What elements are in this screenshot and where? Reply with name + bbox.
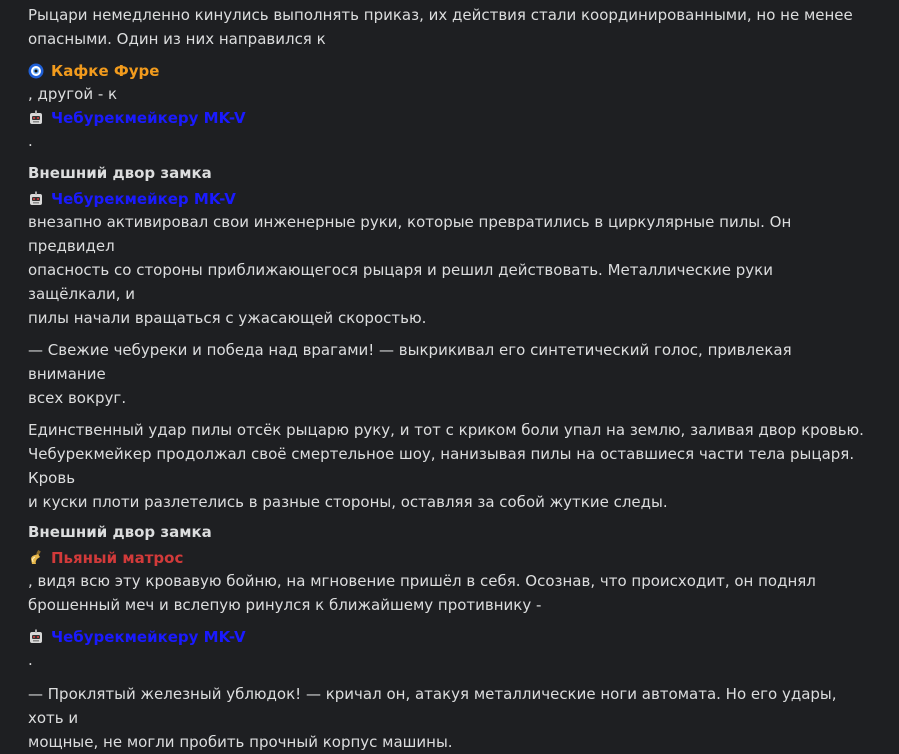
text-line: внезапно активировал свои инженерные руки, которые превратились в циркулярные пилы. Он предвидел [28, 213, 792, 255]
text-line: мощные, не могли пробить прочный корпус машины. [28, 733, 453, 751]
robot-icon [28, 110, 44, 126]
text-line: опасными. Один из них направился к [28, 30, 326, 48]
text-line: — Свежие чебуреки и победа над врагами! — выкрикивал его синтетический голос, привлекая внимание [28, 341, 792, 383]
text-line: Единственный удар пилы отсёк рыцарю руку, и тот с криком боли упал на землю, заливая двор кровью. [28, 421, 864, 439]
text-line: . [28, 132, 33, 150]
location-heading: Внешний двор замка [28, 164, 212, 182]
paragraph-knights [28, 3, 869, 51]
mention-name: Чебурекмейкеру MK-V [51, 108, 246, 127]
mention-name: Чебурекмейкер MK-V [51, 189, 236, 208]
mention-cheburekmeyker-3[interactable] [28, 625, 869, 648]
text-line: пилы начали вращаться с ужасающей скоростью. [28, 309, 427, 327]
location-heading: Внешний двор замка [28, 523, 212, 541]
bottle-icon [28, 550, 44, 566]
paragraph-sailor [28, 569, 869, 617]
paragraph-strike [28, 418, 869, 514]
mention-cheburekmeyker-2[interactable] [28, 187, 869, 210]
text-line: опасность со стороны приближающегося рыцаря и решил действовать. Металлические руки защёлкали, и [28, 261, 773, 303]
paragraph-curse [28, 682, 869, 754]
mention-name: Пьяный матрос [51, 548, 184, 567]
mention-name: Кафке Фуре [51, 61, 160, 80]
paragraph-shout [28, 338, 869, 410]
text-line: , другой - к [28, 85, 118, 103]
eye-icon [28, 63, 44, 79]
robot-icon [28, 629, 44, 645]
text-line: , видя всю эту кровавую бойню, на мгновение пришёл в себя. Осознав, что происходит, он поднял [28, 572, 816, 590]
mention-cheburekmeyker-1[interactable] [28, 106, 869, 129]
text-line: . [28, 651, 33, 669]
mention-kafka-fure[interactable] [28, 59, 869, 82]
text-line: и куски плоти разлетелись в разные стороны, оставляя за собой жуткие следы. [28, 493, 668, 511]
mention-name: Чебурекмейкеру MK-V [51, 627, 246, 646]
text-line: всех вокруг. [28, 389, 127, 407]
text-line: брошенный меч и вслепую ринулся к ближайшему противнику - [28, 596, 542, 614]
robot-icon [28, 191, 44, 207]
mention-drunk-sailor[interactable] [28, 546, 869, 569]
text-line: — Проклятый железный ублюдок! — кричал он, атакуя металлические ноги автомата. Но его удары, хоть и [28, 685, 837, 727]
text-line: Рыцари немедленно кинулись выполнять приказ, их действия стали координированными, но не менее [28, 6, 853, 24]
paragraph-saws [28, 210, 869, 330]
text-line: Чебурекмейкер продолжал своё смертельное шоу, нанизывая пилы на оставшиеся части тела рыцаря. Кровь [28, 445, 855, 487]
